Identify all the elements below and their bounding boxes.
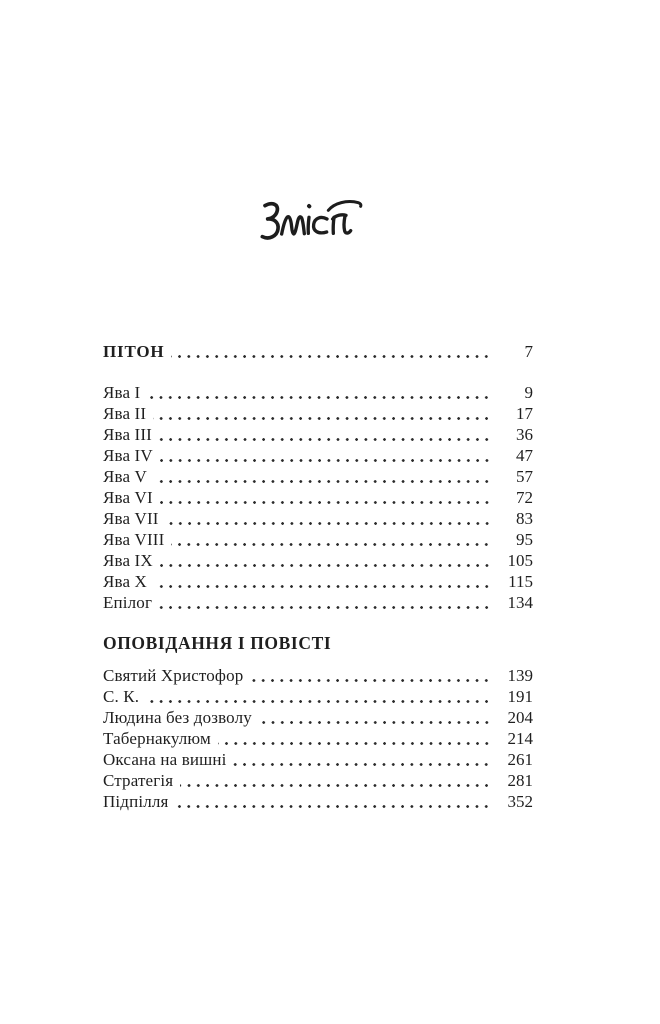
- dot-leader: [218, 741, 494, 746]
- toc-item-label: Підпілля: [103, 792, 169, 811]
- toc-row: [103, 791, 533, 812]
- toc-part-title: ПІТОН: [103, 342, 165, 361]
- toc-row: [103, 728, 533, 749]
- dot-leader: [159, 605, 494, 610]
- toc-item-label: Ява I: [103, 383, 141, 402]
- toc-row: [103, 424, 533, 445]
- dot-leader: [153, 416, 494, 421]
- toc-item-label: Ява VII: [103, 509, 159, 528]
- toc-row: [103, 686, 533, 707]
- toc-page-number: 95: [516, 530, 533, 549]
- toc-row: [103, 529, 533, 550]
- toc-row: [103, 487, 533, 508]
- dot-leader: [171, 542, 494, 547]
- toc-item-label: Ява II: [103, 404, 147, 423]
- toc-item-label: Ява IX: [103, 551, 153, 570]
- dot-leader: [259, 720, 494, 725]
- toc-page-number: 9: [524, 383, 533, 402]
- toc-page-number: 105: [507, 551, 533, 570]
- toc-page-number: 352: [507, 792, 533, 811]
- toc-row: [103, 466, 533, 487]
- toc-item-label: Ява IV: [103, 446, 153, 465]
- toc-page-number: 17: [516, 404, 533, 423]
- toc-item-label: С. К.: [103, 687, 140, 706]
- toc-item-label: Епілог: [103, 593, 153, 612]
- toc-page-number: 72: [516, 488, 533, 507]
- toc-row: [103, 592, 533, 613]
- dot-leader: [154, 584, 494, 589]
- dot-leader: [233, 762, 494, 767]
- toc-part-heading-row: [103, 341, 533, 362]
- dot-leader: [166, 521, 494, 526]
- toc-section-heading: ОПОВІДАННЯ І ПОВІСТІ: [103, 633, 332, 653]
- toc-page-number: 204: [507, 708, 533, 727]
- toc-item-label: Ява V: [103, 467, 147, 486]
- toc-page-number: 281: [507, 771, 533, 790]
- toc-page-number: 115: [508, 572, 533, 591]
- toc-page-number: 261: [507, 750, 533, 769]
- toc-row: [103, 749, 533, 770]
- dot-leader: [180, 783, 494, 788]
- toc-list-stories: [103, 665, 533, 812]
- toc-page-number: 7: [524, 342, 533, 361]
- dot-leader: [171, 354, 494, 359]
- toc-row: [103, 707, 533, 728]
- toc-row: [103, 445, 533, 466]
- toc-row: [103, 403, 533, 424]
- toc-row: [103, 550, 533, 571]
- dot-leader: [160, 563, 494, 568]
- contents-title-lettering: [245, 185, 395, 255]
- dot-leader: [159, 437, 494, 442]
- toc-page-number: 47: [516, 446, 533, 465]
- dot-leader: [160, 458, 494, 463]
- toc-page-number: 139: [507, 666, 533, 685]
- toc-row: [103, 571, 533, 592]
- toc-item-label: Ява VI: [103, 488, 153, 507]
- toc-item-label: Ява X: [103, 572, 147, 591]
- dot-leader: [154, 479, 494, 484]
- toc-page-number: 214: [507, 729, 533, 748]
- toc-page-number: 134: [507, 593, 533, 612]
- toc-page-number: 57: [516, 467, 533, 486]
- toc-item-label: Святий Христофор: [103, 666, 244, 685]
- toc-row: [103, 382, 533, 403]
- toc-item-label: Ява VIII: [103, 530, 165, 549]
- dot-leader: [147, 395, 494, 400]
- table-of-contents: [103, 341, 533, 812]
- toc-page-number: 191: [507, 687, 533, 706]
- toc-item-label: Ява III: [103, 425, 152, 444]
- toc-list-piton: [103, 382, 533, 613]
- dot-leader: [250, 678, 494, 683]
- toc-page-number: 36: [516, 425, 533, 444]
- toc-row: [103, 665, 533, 686]
- toc-item-label: Табернакулюм: [103, 729, 211, 748]
- dot-leader: [160, 500, 494, 505]
- toc-row: [103, 508, 533, 529]
- toc-page-number: 83: [516, 509, 533, 528]
- toc-item-label: Стратегія: [103, 771, 174, 790]
- toc-item-label: Людина без дозволу: [103, 708, 252, 727]
- contents-title-text: [0, 0, 1, 1]
- toc-item-label: Оксана на вишні: [103, 750, 227, 769]
- dot-leader: [175, 804, 494, 809]
- toc-row: [103, 770, 533, 791]
- dot-leader: [146, 699, 494, 704]
